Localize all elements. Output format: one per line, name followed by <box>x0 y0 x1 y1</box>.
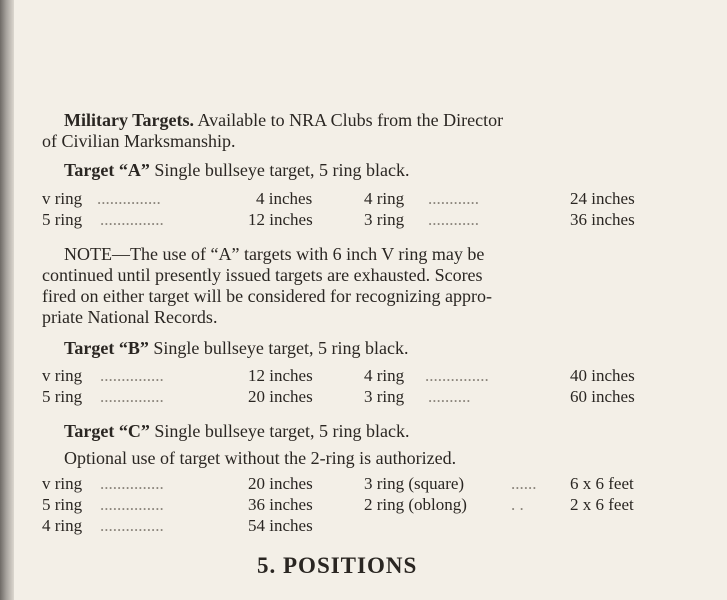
leader-dots: ............... <box>100 474 164 493</box>
military-targets-heading: Military Targets. <box>64 110 194 130</box>
ring-label: 3 ring (square) <box>364 474 465 493</box>
target-c-row-3 <box>42 516 662 537</box>
target-c-heading-line <box>64 421 409 442</box>
section-heading: 5. POSITIONS <box>257 553 418 578</box>
ring-size: 12 inches <box>248 366 313 385</box>
leader-dots: ............ <box>428 189 479 208</box>
ring-label: 4 ring <box>364 189 405 208</box>
ring-size: 4 inches <box>256 189 313 208</box>
ring-size: 6 x 6 feet <box>570 474 634 493</box>
ring-label: 3 ring <box>364 387 405 406</box>
ring-size: 54 inches <box>248 516 313 535</box>
ring-label: 4 ring <box>42 516 83 535</box>
target-a-heading: Target “A” <box>64 160 150 180</box>
leader-dots: ............ <box>428 210 479 229</box>
target-a-description: Single bullseye target, 5 ring black. <box>154 160 410 180</box>
leader-dots: . . <box>511 495 524 514</box>
ring-label: 2 ring (oblong) <box>364 495 467 514</box>
note-line-2: continued until presently issued targets are exhausted. Scores <box>42 265 483 285</box>
leader-dots: ............... <box>100 366 164 385</box>
target-b-heading-line <box>64 338 408 359</box>
ring-size: 40 inches <box>570 366 635 385</box>
ring-size: 12 inches <box>248 210 313 229</box>
book-spine-shadow <box>0 0 14 600</box>
leader-dots: ............... <box>100 210 164 229</box>
ring-label: 5 ring <box>42 495 83 514</box>
leader-dots: ...... <box>511 474 537 493</box>
target-b-description: Single bullseye target, 5 ring black. <box>153 338 409 358</box>
target-b-heading: Target “B” <box>64 338 149 358</box>
note-line-3: fired on either target will be considered for recognizing appro- <box>42 286 492 306</box>
ring-label: 5 ring <box>42 210 83 229</box>
leader-dots: ............... <box>100 387 164 406</box>
target-a-row-2 <box>42 210 662 231</box>
military-targets-line2: of Civilian Marksmanship. <box>42 131 236 151</box>
note-line-1: NOTE—The use of “A” targets with 6 inch V ring may be <box>64 244 485 264</box>
target-c-row-1 <box>42 474 662 495</box>
ring-label: v ring <box>42 474 83 493</box>
ring-size: 36 inches <box>248 495 313 514</box>
ring-label: v ring <box>42 366 83 385</box>
leader-dots: ............... <box>97 189 161 208</box>
ring-label: 5 ring <box>42 387 83 406</box>
ring-label: 3 ring <box>364 210 405 229</box>
target-c-heading: Target “C” <box>64 421 150 441</box>
leader-dots: ............... <box>100 495 164 514</box>
ring-size: 24 inches <box>570 189 635 208</box>
leader-dots: ............... <box>425 366 489 385</box>
target-a-heading-line <box>64 160 409 181</box>
ring-size: 20 inches <box>248 474 313 493</box>
ring-size: 60 inches <box>570 387 635 406</box>
military-targets-text: Available to NRA Clubs from the Director <box>197 110 504 130</box>
ring-size: 20 inches <box>248 387 313 406</box>
target-b-row-2 <box>42 387 662 408</box>
target-a-row-1 <box>42 189 662 210</box>
document-page <box>42 0 662 600</box>
target-c-optional-note: Optional use of target without the 2-ring is authorized. <box>64 448 457 468</box>
note-line-4: priate National Records. <box>42 307 218 327</box>
ring-size: 36 inches <box>570 210 635 229</box>
ring-size: 2 x 6 feet <box>570 495 634 514</box>
leader-dots: ............... <box>100 516 164 535</box>
target-b-row-1 <box>42 366 662 387</box>
target-c-description: Single bullseye target, 5 ring black. <box>154 421 410 441</box>
target-c-row-2 <box>42 495 662 516</box>
leader-dots: .......... <box>428 387 471 406</box>
ring-label: 4 ring <box>364 366 405 385</box>
military-targets-line1 <box>64 110 503 131</box>
ring-label: v ring <box>42 189 83 208</box>
